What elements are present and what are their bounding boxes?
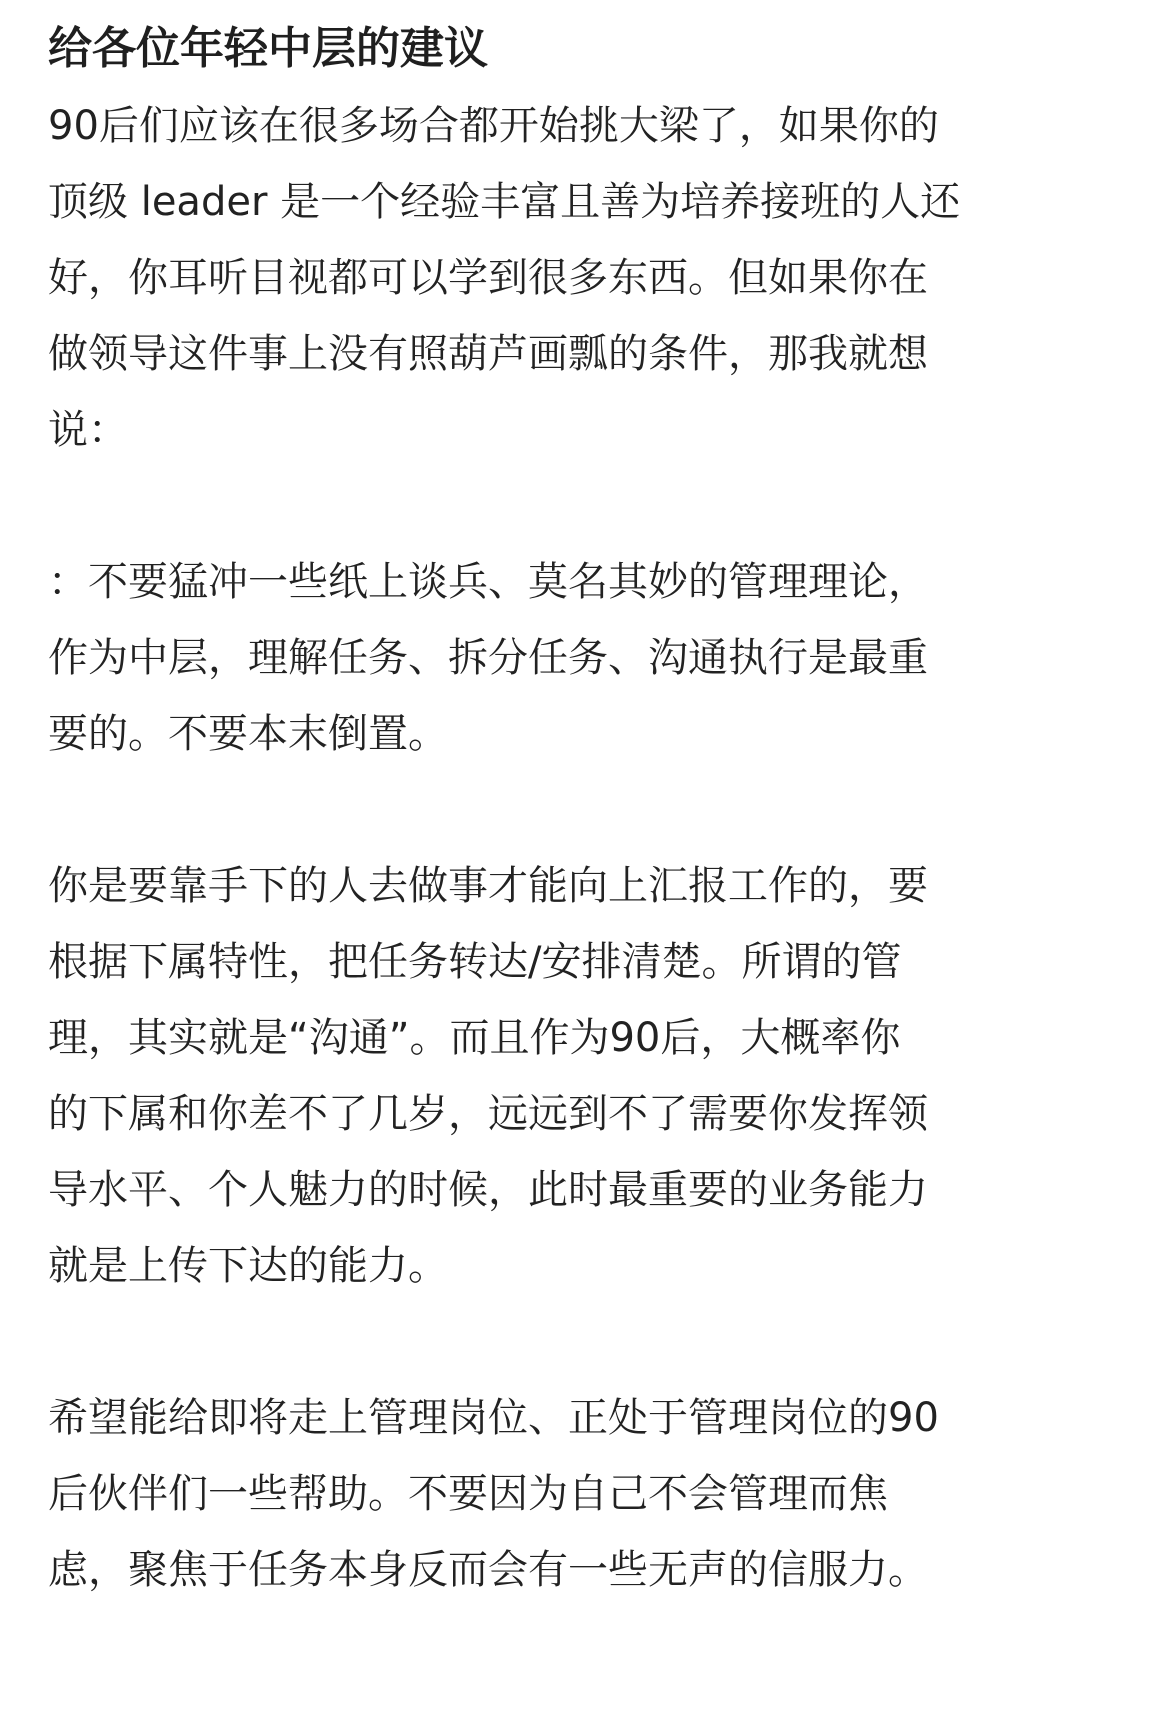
article <box>48 10 1138 1608</box>
text-line: 理，其实就是“沟通”。而且作为90后，大概率你 <box>48 1015 901 1061</box>
text-line: 你是要靠手下的人去做事才能向上汇报工作的，要 <box>48 863 928 909</box>
article-body <box>48 88 1138 1608</box>
text-line: 虑，聚焦于任务本身反而会有一些无声的信服力。 <box>48 1547 928 1593</box>
text-line: 90后们应该在很多场合都开始挑大梁了，如果你的 <box>48 103 939 149</box>
article-title: 给各位年轻中层的建议 <box>48 23 488 74</box>
text-line: 说： <box>48 407 128 453</box>
text-line: 做领导这件事上没有照葫芦画瓢的条件，那我就想 <box>48 331 928 377</box>
paragraph-gap <box>48 772 1138 848</box>
text-line: 要的。不要本末倒置。 <box>48 711 448 757</box>
text-line: 就是上传下达的能力。 <box>48 1243 448 1289</box>
text-line: 好，你耳听目视都可以学到很多东西。但如果你在 <box>48 255 928 301</box>
text-line: 顶级 leader 是一个经验丰富且善为培养接班的人还 <box>48 179 961 225</box>
text-line: 导水平、个人魅力的时候，此时最重要的业务能力 <box>48 1167 928 1213</box>
text-line: 希望能给即将走上管理岗位、正处于管理岗位的90 <box>48 1395 939 1441</box>
text-line: 根据下属特性，把任务转达/安排清楚。所谓的管 <box>48 939 902 985</box>
text-line: ：不要猛冲一些纸上谈兵、莫名其妙的管理理论， <box>48 559 928 605</box>
text-line: 后伙伴们一些帮助。不要因为自己不会管理而焦 <box>48 1471 888 1517</box>
text-line: 作为中层，理解任务、拆分任务、沟通执行是最重 <box>48 635 928 681</box>
paragraph-gap <box>48 1304 1138 1380</box>
paragraph-gap <box>48 468 1138 544</box>
text-line: 的下属和你差不了几岁，远远到不了需要你发挥领 <box>48 1091 928 1137</box>
